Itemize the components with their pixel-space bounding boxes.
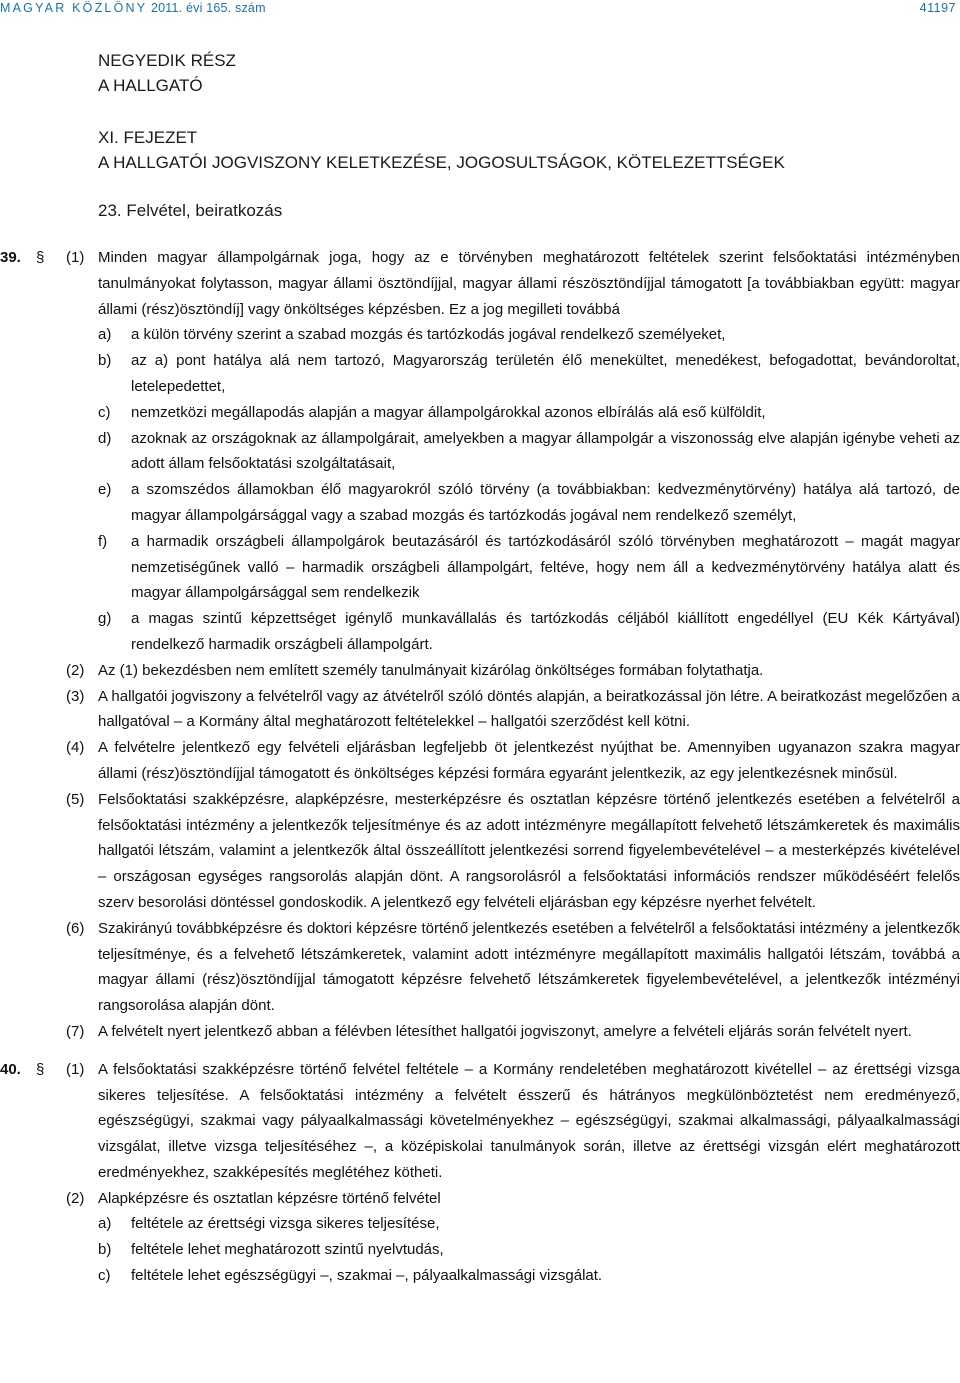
paragraph	[0, 1057, 960, 1186]
section-heading: 23. Felvétel, beiratkozás	[98, 201, 283, 220]
paragraph-number: (7)	[66, 1022, 85, 1040]
item-text: feltétele lehet egészségügyi –, szakmai –, pályaalkalmassági vizsgálat.	[131, 1267, 603, 1285]
paragraph	[0, 1019, 960, 1045]
part-name: A HALLGATÓ	[98, 76, 203, 95]
paragraph-number: (4)	[66, 739, 85, 757]
list-item	[0, 426, 960, 478]
paragraph-text: Az (1) bekezdésben nem említett személy tanulmányait kizárólag önköltséges formában folytathatja.	[98, 661, 764, 679]
item-letter: b)	[98, 1241, 112, 1259]
item-letter: c)	[98, 1267, 111, 1285]
paragraph-number: (5)	[66, 790, 85, 808]
item-text: azoknak az országoknak az állampolgárait, amelyekben a magyar állampolgár a viszonosság elve alapján igénybe veheti az adott állam felsőoktatási szolgáltatásait,	[131, 429, 960, 473]
document-body	[0, 245, 960, 1289]
paragraph	[0, 245, 960, 322]
paragraph-number: (3)	[66, 687, 85, 705]
section-symbol: §	[36, 249, 45, 266]
item-letter: a)	[98, 326, 112, 344]
section-symbol: §	[36, 1060, 45, 1078]
header-page-number: 41197	[919, 0, 956, 15]
article-number: 40.	[0, 1060, 21, 1078]
paragraph-text: Szakirányú továbbképzésre és doktori képzésre történő jelentkezés esetében a felvételről a felsőoktatási intézmény a jelentkezők teljesítménye, és a felvehető létszámkeretek, valamint adott intézményre megállapított maximális hallgatói létszám, továbbá a magyar állami (rész)ösztöndíjjal támogatott képzésre felvehető létszámkeretek figyelembevételével, a jelentkezők intézményi rangsorolása alapján dönt.	[98, 919, 960, 1015]
list-item	[0, 400, 960, 426]
list-item	[0, 1211, 960, 1237]
item-text: a szomszédos államokban élő magyarokról szóló törvény (a továbbiakban: kedvezménytörvény) hatálya alá tartozó, de magyar állampolgársággal vagy a szabad mozgás és tartózkodás jogával nem rendelkező személyt,	[131, 481, 960, 524]
page-header	[0, 0, 960, 15]
item-letter: e)	[98, 481, 112, 499]
list-item	[0, 606, 960, 658]
paragraph-number: (2)	[66, 1189, 85, 1207]
paragraph	[0, 684, 960, 736]
paragraph-text: Minden magyar állampolgárnak joga, hogy az e törvényben meghatározott feltételek szerint felsőoktatási intézményben tanulmányokat folytasson, magyar állami ösztöndíjjal, magyar állami részösztöndíjjal támogatott [a továbbiakban együtt: magyar állami (rész)ösztöndíj] vagy önköltséges képzésben. Ez a jog megilleti továbbá	[98, 249, 960, 318]
item-text: feltétele lehet meghatározott szintű nyelvtudás,	[131, 1241, 444, 1259]
item-text: a magas szintű képzettséget igénylő munkavállalás és tartózkodás céljából kiállított engedéllyel (EU Kék Kártyával) rendelkező harmadik országbeli állampolgárt.	[131, 610, 960, 653]
item-letter: g)	[98, 610, 112, 628]
item-text: feltétele az érettségi vizsga sikeres teljesítése,	[131, 1215, 440, 1233]
article-gap	[0, 1045, 960, 1057]
paragraph-number: (6)	[66, 919, 85, 937]
paragraph-text: A felsőoktatási szakképzésre történő felvétel feltétele – a Kormány rendeletében meghatározott kivétellel – az érettségi vizsga sikeres teljesítése. A felsőoktatási intézmény a felvételt ésszerű és hátrányos megkülönböztetést nem eredményező, egészségügyi, szakmai vagy pályaalkalmassági követelményekhez – egészségügyi, szakmai alkalmassági, pályaalkalmassági vizsgálat, illetve vizsga teljesítéséhez –, a középiskolai tanulmányok során, illetve az érettségi vizsgán elért meghatározott eredményekhez, szakképesítés meglétéhez kötheti.	[98, 1060, 960, 1181]
list-item	[0, 529, 960, 606]
paragraph-number: (2)	[66, 661, 85, 679]
item-letter: a)	[98, 1215, 112, 1233]
paragraph-text: A felvételre jelentkező egy felvételi eljárásban legfeljebb öt jelentkezést nyújthat be. Amennyiben ugyanazon szakra magyar állami (rész)ösztöndíjjal támogatott és önköltséges képzési formára egyaránt jelentkezik, az egy jelentkezésnek minősül.	[98, 739, 960, 782]
paragraph	[0, 787, 960, 916]
header-publication: MAGYAR KÖZLÖNY	[0, 0, 148, 15]
paragraph	[0, 1186, 960, 1212]
paragraph-text: A felvételt nyert jelentkező abban a félévben létesíthet hallgatói jogviszonyt, amelyre a felvételi eljárás során felvételt nyert.	[98, 1022, 912, 1040]
paragraph-text: A hallgatói jogviszony a felvételről vagy az átvételről szóló döntés alapján, a beiratkozással jön létre. A beiratkozást megelőzően a hallgatóval – a Kormány által meghatározott feltételekkel – hallgatói szerződést kell kötni.	[98, 687, 960, 731]
item-text: az a) pont hatálya alá nem tartozó, Magyarország területén élő menekültet, menedékest, befogadottat, bevándoroltat, letelepedettet,	[131, 352, 960, 395]
title-block	[98, 48, 785, 175]
paragraph-text: Felsőoktatási szakképzésre, alapképzésre, mesterképzésre és osztatlan képzésre történő jelentkezés esetében a felvételről a felsőoktatási intézmény a jelentkezők teljesítménye és az adott intézményre megállapított felvehető létszámkeretek és maximális hallgatói létszám, valamint a jelentkezők által összeállított jelentkezési sorrend figyelembevételével – a mesterképzés kivételével – országosan egységes rangsorolás alapján dönt. A rangsorolásról a felsőoktatási információs rendszer működéséért felelős szerv besorolási döntéssel gondoskodik. A jelentkező egy felvételi eljárásban egy képzésre nyerhet felvételt.	[98, 790, 960, 911]
list-item	[0, 1237, 960, 1263]
paragraph-number: (1)	[66, 1060, 85, 1078]
item-letter: c)	[98, 403, 111, 421]
list-item	[0, 322, 960, 348]
paragraph-text: Alapképzésre és osztatlan képzésre történő felvétel	[98, 1189, 441, 1207]
item-text: nemzetközi megállapodás alapján a magyar állampolgárokkal azonos elbírálás alá eső külföldit,	[131, 403, 766, 421]
item-text: a külön törvény szerint a szabad mozgás és tartózkodás jogával rendelkező személyeket,	[131, 326, 726, 344]
item-letter: b)	[98, 352, 112, 370]
paragraph	[0, 735, 960, 787]
paragraph	[0, 658, 960, 684]
header-issue: 2011. évi 165. szám	[150, 0, 266, 15]
item-letter: d)	[98, 429, 112, 447]
chapter-title: XI. FEJEZET	[98, 128, 198, 147]
list-item	[0, 1263, 960, 1289]
paragraph	[0, 916, 960, 1019]
item-letter: f)	[98, 532, 108, 550]
list-item	[0, 477, 960, 529]
header-publication-issue	[0, 1, 266, 15]
article-number: 39.	[0, 249, 21, 266]
chapter-name: A HALLGATÓI JOGVISZONY KELETKEZÉSE, JOGOSULTSÁGOK, KÖTELEZETTSÉGEK	[98, 153, 785, 172]
part-title: NEGYEDIK RÉSZ	[98, 51, 236, 70]
item-text: a harmadik országbeli állampolgárok beutazásáról és tartózkodásáról szóló törvényben meghatározott – magát magyar nemzetiségűnek valló – harmadik országbeli állampolgárt, feltéve, hogy nem áll a kedvezménytörvény hatálya alatt és magyar állampolgársággal sem rendelkezik	[131, 532, 960, 602]
list-item	[0, 348, 960, 400]
paragraph-number: (1)	[66, 249, 85, 266]
